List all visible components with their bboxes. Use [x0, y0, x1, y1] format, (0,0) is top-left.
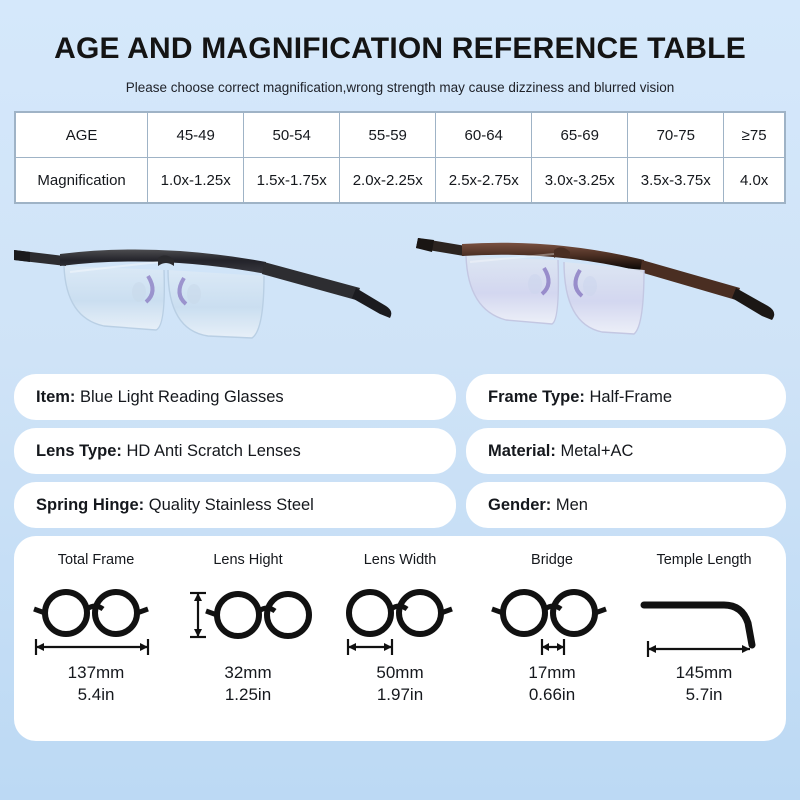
measurement-lens-width	[324, 552, 476, 731]
spec-value: HD Anti Scratch Lenses	[126, 441, 301, 460]
lens-width-icon	[334, 579, 466, 659]
measurement-label: Temple Length	[656, 552, 752, 568]
spec-item	[466, 374, 786, 420]
spec-value: Blue Light Reading Glasses	[80, 387, 284, 406]
spec-key: Material:	[488, 441, 556, 460]
spec-item	[14, 374, 456, 420]
measurement-inch: 5.7in	[685, 685, 723, 705]
spec-row	[14, 482, 786, 528]
table-cell-age: 50-54	[244, 113, 340, 158]
table-cell-magnification: 3.5x-3.75x	[628, 158, 724, 203]
measurement-label: Lens Hight	[213, 552, 283, 568]
spec-item	[14, 482, 456, 528]
spec-row	[14, 374, 786, 420]
measurement-mm: 17mm	[528, 663, 576, 682]
measurement-total-frame	[20, 552, 172, 731]
table-cell-magnification: 3.0x-3.25x	[532, 158, 628, 203]
spec-key: Lens Type:	[36, 441, 122, 460]
product-photos	[0, 214, 800, 364]
measurement-mm: 50mm	[376, 663, 424, 682]
measurement-mm: 145mm	[675, 663, 733, 682]
measurement-lens-height	[172, 552, 324, 731]
temple-length-icon	[638, 579, 770, 659]
age-magnification-table	[14, 111, 786, 204]
measurement-label: Lens Width	[363, 552, 437, 568]
table-cell-magnification: 4.0x	[724, 158, 785, 203]
spec-key: Item:	[36, 387, 76, 406]
measurement-inch: 0.66in	[528, 685, 576, 705]
spec-value: Men	[555, 495, 588, 514]
lens-height-icon	[182, 579, 314, 659]
spec-key: Spring Hinge:	[36, 495, 145, 514]
spec-value: Quality Stainless Steel	[148, 495, 314, 514]
measurement-label: Bridge	[531, 552, 573, 568]
row-header-age: AGE	[16, 113, 148, 158]
table-cell-magnification: 1.0x-1.25x	[148, 158, 244, 203]
black-half-frame-reading-glasses	[8, 214, 393, 364]
measurement-inch: 5.4in	[77, 685, 115, 705]
table-cell-age: 65-69	[532, 113, 628, 158]
spec-key: Frame Type:	[488, 387, 585, 406]
row-header-magnification: Magnification	[16, 158, 148, 203]
brown-half-frame-reading-glasses	[404, 214, 789, 364]
measurement-temple-length	[628, 552, 780, 731]
measurement-inch: 1.25in	[224, 685, 272, 705]
bridge-icon	[486, 579, 618, 659]
page-subtitle: Please choose correct magnification,wrong strength may cause dizziness and blurred vision	[125, 80, 675, 95]
page-title: AGE AND MAGNIFICATION REFERENCE TABLE	[54, 32, 746, 65]
measurement-bridge	[476, 552, 628, 731]
spec-item	[466, 482, 786, 528]
measurement-inch: 1.97in	[376, 685, 424, 705]
table-cell-age: 60-64	[436, 113, 532, 158]
spec-row	[14, 428, 786, 474]
table-cell-magnification: 1.5x-1.75x	[244, 158, 340, 203]
table-cell-age: 45-49	[148, 113, 244, 158]
table-row	[16, 113, 785, 158]
total-frame-icon	[30, 579, 162, 659]
table-cell-age: ≥75	[724, 113, 785, 158]
table-cell-magnification: 2.5x-2.75x	[436, 158, 532, 203]
measurement-label: Total Frame	[57, 552, 135, 568]
measurement-mm: 32mm	[224, 663, 272, 682]
table-cell-age: 55-59	[340, 113, 436, 158]
spec-list	[14, 374, 786, 528]
table-row	[16, 158, 785, 203]
table-cell-age: 70-75	[628, 113, 724, 158]
measurement-panel	[14, 536, 786, 741]
measurement-mm: 137mm	[67, 663, 125, 682]
spec-key: Gender:	[488, 495, 552, 514]
spec-value: Metal+AC	[560, 441, 634, 460]
spec-item	[466, 428, 786, 474]
spec-value: Half-Frame	[589, 387, 673, 406]
table-cell-magnification: 2.0x-2.25x	[340, 158, 436, 203]
spec-item	[14, 428, 456, 474]
